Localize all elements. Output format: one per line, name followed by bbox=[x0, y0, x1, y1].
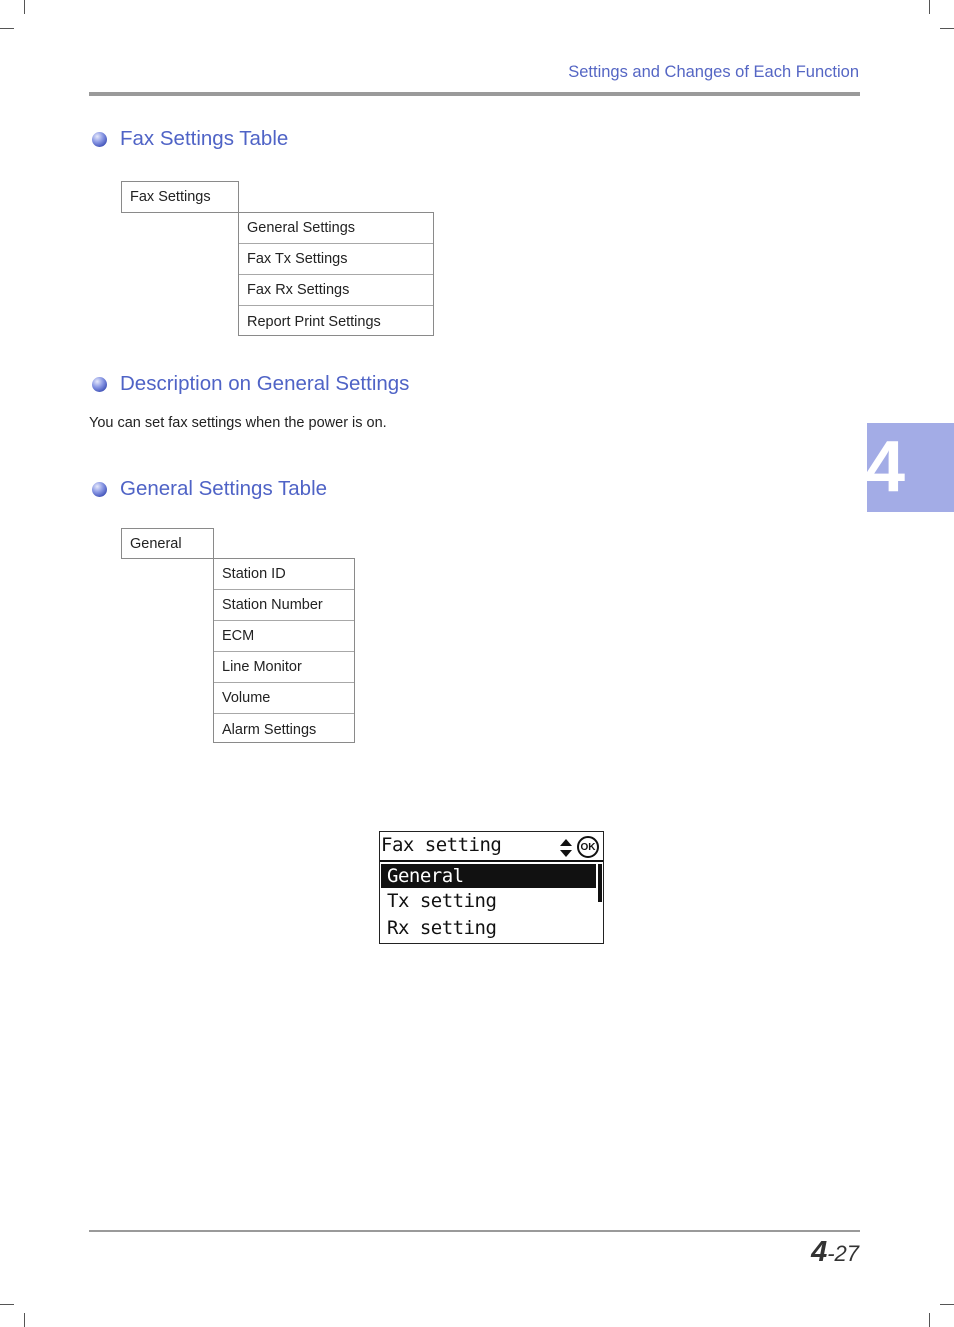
crop-mark bbox=[940, 28, 954, 29]
lcd-menu-item: Tx setting bbox=[387, 890, 497, 912]
crop-mark bbox=[24, 0, 25, 14]
section-title: Fax Settings Table bbox=[120, 127, 289, 150]
header-rule bbox=[89, 92, 860, 96]
crop-mark bbox=[929, 0, 930, 14]
list-item: Fax Rx Settings bbox=[239, 275, 433, 306]
lcd-selected-item: General bbox=[381, 864, 596, 888]
list-item: Report Print Settings bbox=[247, 313, 381, 330]
ok-icon: OK bbox=[577, 836, 599, 858]
crop-mark bbox=[0, 1304, 14, 1305]
section-title: Description on General Settings bbox=[120, 372, 410, 395]
list-item: ECM bbox=[214, 621, 354, 652]
running-header: Settings and Changes of Each Function bbox=[568, 63, 859, 81]
list-item: Fax Tx Settings bbox=[239, 244, 433, 275]
list-item: Station Number bbox=[214, 590, 354, 621]
lcd-separator bbox=[380, 860, 603, 862]
crop-mark bbox=[24, 1313, 25, 1327]
list-item: Station ID bbox=[214, 559, 354, 590]
general-settings-list bbox=[213, 558, 355, 743]
bullet-icon bbox=[92, 482, 107, 497]
page-chapter: 4 bbox=[811, 1236, 828, 1268]
page-index: -27 bbox=[827, 1241, 859, 1266]
fax-settings-list bbox=[238, 212, 434, 336]
chapter-tab bbox=[867, 423, 954, 512]
list-item: General Settings bbox=[239, 213, 433, 244]
description-text: You can set fax settings when the power is on. bbox=[89, 415, 387, 431]
description-heading bbox=[92, 372, 409, 396]
general-root-box: General bbox=[121, 528, 214, 559]
fax-settings-root-box: Fax Settings bbox=[121, 181, 239, 213]
up-down-arrow-icon bbox=[560, 839, 572, 857]
list-item: Alarm Settings bbox=[222, 721, 317, 738]
fax-settings-table-heading bbox=[92, 127, 288, 151]
list-item: Volume bbox=[214, 683, 354, 714]
crop-mark bbox=[940, 1304, 954, 1305]
page-number bbox=[811, 1236, 859, 1269]
bullet-icon bbox=[92, 377, 107, 392]
list-item: Line Monitor bbox=[214, 652, 354, 683]
lcd-scrollbar bbox=[598, 864, 602, 902]
chapter-number: 4 bbox=[865, 427, 906, 507]
footer-rule bbox=[89, 1230, 860, 1232]
bullet-icon bbox=[92, 132, 107, 147]
crop-mark bbox=[929, 1313, 930, 1327]
general-settings-table-heading bbox=[92, 477, 327, 501]
lcd-menu-item: Rx setting bbox=[387, 917, 497, 939]
crop-mark bbox=[0, 28, 14, 29]
section-title: General Settings Table bbox=[120, 477, 328, 500]
lcd-title: Fax setting bbox=[381, 834, 502, 856]
lcd-display bbox=[379, 831, 604, 944]
